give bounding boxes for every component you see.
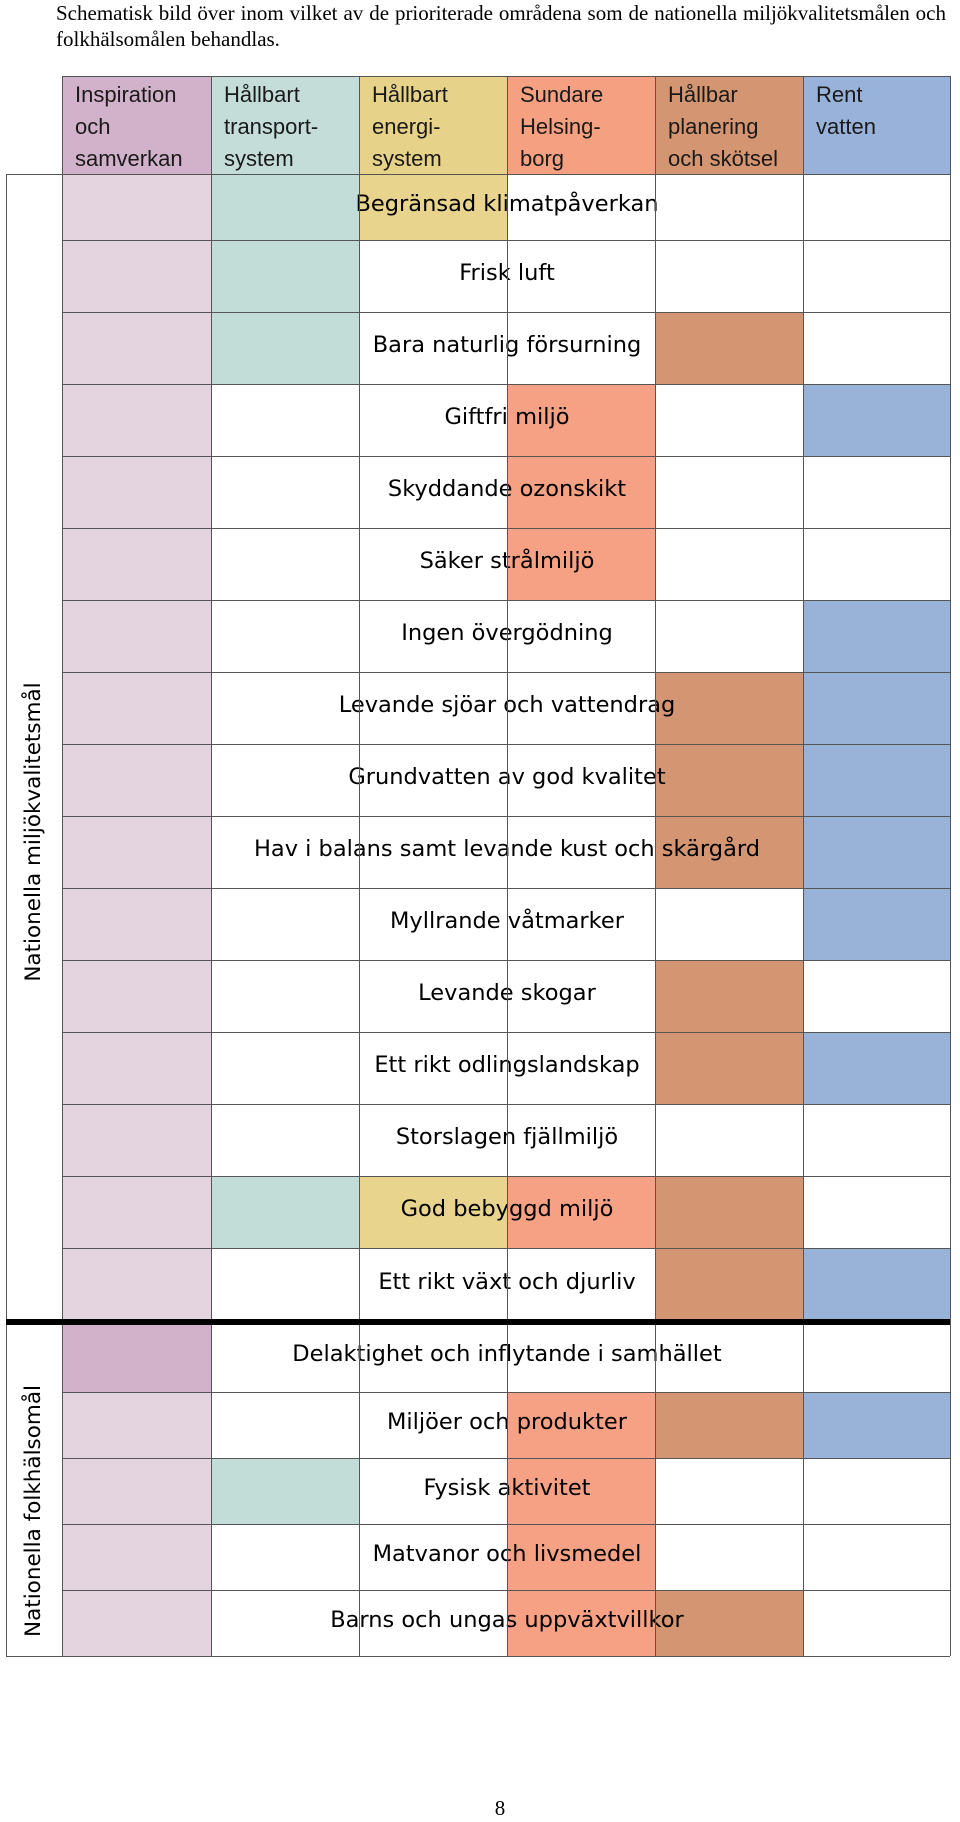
goal-label: Fysisk aktivitet — [423, 1475, 591, 1501]
goal-label: Skyddande ozonskikt — [387, 476, 627, 502]
grid-line — [62, 528, 950, 529]
area-cell — [62, 384, 211, 456]
grid-line — [211, 76, 212, 1656]
grid-line — [359, 76, 360, 1656]
area-cell — [62, 312, 211, 384]
grid-line — [62, 600, 950, 601]
area-cell — [62, 528, 211, 600]
area-cell — [803, 744, 950, 816]
goal-label: Bara naturlig försurning — [372, 332, 642, 358]
grid-line — [62, 312, 950, 313]
grid-line — [62, 960, 950, 961]
grid-line — [62, 76, 950, 77]
area-cell — [62, 1104, 211, 1176]
goal-label: Begränsad klimatpåverkan — [355, 191, 659, 217]
area-cell — [62, 960, 211, 1032]
area-cell — [62, 1032, 211, 1104]
area-cell — [62, 1524, 211, 1590]
area-cell — [803, 816, 950, 888]
area-cell — [62, 744, 211, 816]
area-cell — [803, 600, 950, 672]
area-cell — [62, 888, 211, 960]
goal-label: Matvanor och livsmedel — [372, 1541, 642, 1567]
area-cell — [62, 1248, 211, 1322]
grid-line — [62, 1590, 950, 1591]
goal-label: Storslagen fjällmiljö — [395, 1124, 619, 1150]
grid-line — [62, 456, 950, 457]
grid-line — [950, 76, 951, 1656]
grid-line — [507, 76, 508, 1656]
grid-line — [62, 1176, 950, 1177]
grid-line — [62, 1104, 950, 1105]
area-cell — [62, 1392, 211, 1458]
area-cell — [62, 174, 211, 240]
area-cell — [62, 1322, 211, 1392]
goal-label: Delaktighet och inflytande i samhället — [292, 1341, 722, 1367]
grid-line — [6, 174, 950, 175]
grid-line — [62, 1392, 950, 1393]
area-header: Hållbart transport- system — [211, 76, 359, 174]
goal-label: Ett rikt växt och djurliv — [378, 1269, 636, 1295]
area-cell — [62, 1458, 211, 1524]
page-number: 8 — [494, 1796, 506, 1820]
grid-line — [62, 1248, 950, 1249]
goal-label: Levande sjöar och vattendrag — [338, 692, 676, 718]
area-cell — [62, 600, 211, 672]
goal-label: Miljöer och produkter — [386, 1409, 628, 1435]
group-label: Nationella folkhälsomål — [21, 1385, 46, 1637]
area-cell — [803, 384, 950, 456]
grid-line — [62, 1458, 950, 1459]
goal-label: Giftfri miljö — [444, 404, 570, 430]
goal-label: Frisk luft — [459, 260, 555, 286]
area-cell — [803, 1248, 950, 1322]
area-cell — [62, 240, 211, 312]
goal-label: Ingen övergödning — [401, 620, 613, 646]
area-cell — [62, 1176, 211, 1248]
figure-caption: Schematisk bild över inom vilket av de prioriterade områdena som de nationella miljökvalitetsmålen och folkhälsomålen behandlas. — [56, 1, 946, 51]
area-header: Sundare Helsing- borg — [507, 76, 655, 174]
goal-label: Grundvatten av god kvalitet — [348, 764, 666, 790]
group-separator — [6, 1319, 950, 1325]
grid-line — [62, 76, 63, 1656]
area-cell — [803, 672, 950, 744]
goal-label: Säker strålmiljö — [419, 548, 595, 574]
group-label: Nationella miljökvalitetsmål — [21, 682, 46, 982]
grid-line — [6, 1656, 950, 1657]
area-header: Inspiration och samverkan — [62, 76, 211, 174]
grid-line — [62, 384, 950, 385]
grid-line — [803, 76, 804, 1656]
grid-line — [62, 1524, 950, 1525]
goal-label: Myllrande våtmarker — [389, 908, 624, 934]
grid-line — [62, 672, 950, 673]
area-cell — [803, 1392, 950, 1458]
area-header: Hållbart energi- system — [359, 76, 507, 174]
grid-line — [62, 744, 950, 745]
area-cell — [62, 456, 211, 528]
goal-label: Levande skogar — [418, 980, 596, 1006]
area-cell — [803, 888, 950, 960]
grid-line — [62, 888, 950, 889]
area-cell — [803, 1032, 950, 1104]
area-cell — [62, 816, 211, 888]
area-header: Rent vatten — [803, 76, 950, 174]
area-cell — [62, 672, 211, 744]
goal-label: Ett rikt odlingslandskap — [374, 1052, 640, 1078]
grid-line — [62, 240, 950, 241]
goal-label: Hav i balans samt levande kust och skärgård — [253, 836, 760, 862]
grid-line — [62, 1032, 950, 1033]
goal-label: Barns och ungas uppväxtvillkor — [330, 1607, 684, 1633]
grid-line — [62, 816, 950, 817]
goal-label: God bebyggd miljö — [400, 1196, 614, 1222]
area-cell — [62, 1590, 211, 1656]
grid-line — [6, 174, 7, 1656]
area-header: Hållbar planering och skötsel — [655, 76, 803, 174]
grid-line — [655, 76, 656, 1656]
